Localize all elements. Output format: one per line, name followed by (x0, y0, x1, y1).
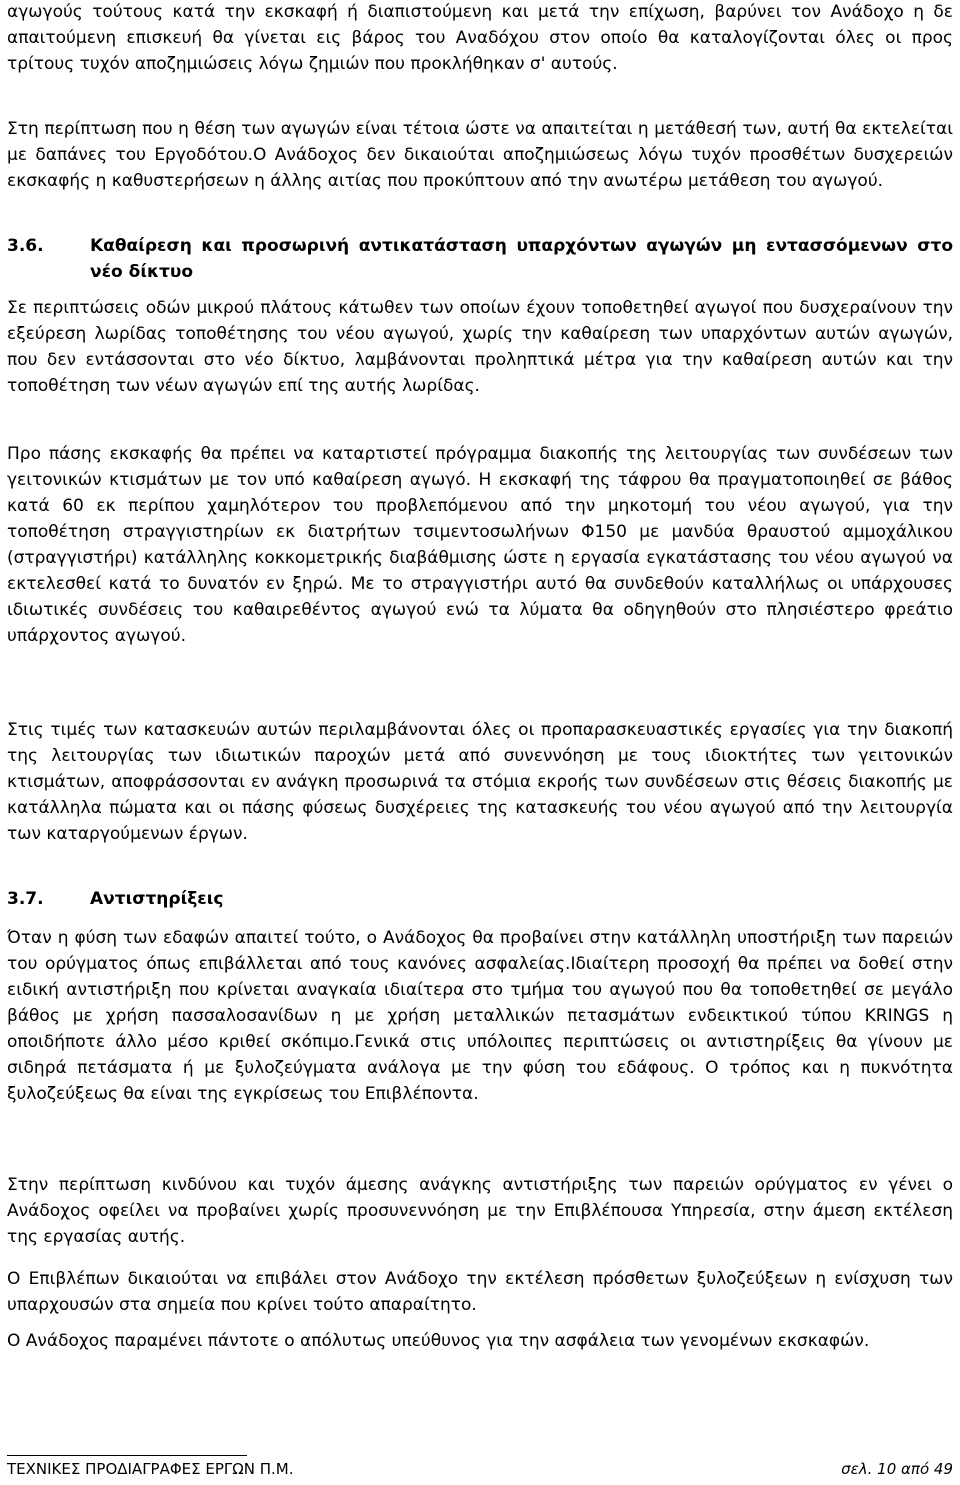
section-title: Καθαίρεση και προσωρινή αντικατάσταση υπαρχόντων αγωγών μη εντασσόμενων στο νέο δίκτυο (90, 236, 953, 282)
paragraph: Ο Επιβλέπων δικαιούται να επιβάλει στον Ανάδοχο την εκτέλεση πρόσθετων ξυλοζεύξεων η ενίσχυση των υπαρχουσών στα σημεία που κρίνει τούτο απαραίτητο. (7, 1269, 953, 1315)
paragraph: Σε περιπτώσεις οδών μικρού πλάτους κάτωθεν των οποίων έχουν τοποθετηθεί αγωγοί που δυσχεραίνουν την εξεύρεση λωρίδας τοποθέτησης του νέου αγωγού, χωρίς την καθαίρεση των υπαρχόντων αυτών αγωγών, που δεν εντάσσονται στο νέο δίκτυο, λαμβάνονται προληπτικά μέτρα για την καθαίρεση αυτών και την τοποθέτηση των νέων αγωγών επί της αυτής λωρίδας. (7, 298, 953, 396)
section-title: Αντιστηρίξεις (90, 889, 224, 909)
footer-document-title: ΤΕΧΝΙΚΕΣ ΠΡΟΔΙΑΓΡΑΦΕΣ ΕΡΓΩΝ Π.Μ. (7, 1460, 294, 1478)
page-footer (7, 1458, 953, 1480)
document-page (7, 0, 953, 1485)
paragraph: Στην περίπτωση κινδύνου και τυχόν άμεσης ανάγκης αντιστήριξης των παρειών ορύγματος εν γένει ο Ανάδοχος οφείλει να προβαίνει χωρίς προσυνεννόηση με την Επιβλέπουσα Υπηρεσία, στην άμεση εκτέλεση της εργασίας αυτής. (7, 1175, 953, 1247)
paragraph: Ο Ανάδοχος παραμένει πάντοτε ο απόλυτως υπεύθυνος για την ασφάλεια των γενομένων εκσκαφών. (7, 1331, 870, 1351)
section-number: 3.6. (7, 236, 44, 256)
paragraph: Στη περίπτωση που η θέση των αγωγών είναι τέτοια ώστε να απαιτείται η μετάθεσή των, αυτή θα εκτελείται με δαπάνες του Εργοδότου.Ο Ανάδοχος δεν δικαιούται αποζημιώσεως λόγω τυχόν προσθέτων δυσχερειών εκσκαφής η καθυστερήσεων η άλλης αιτίας που προκύπτουν από την ανωτέρω μετάθεση του αγωγού. (7, 119, 953, 191)
paragraph: αγωγούς τούτους κατά την εκσκαφή ή διαπιστούμενη και μετά την επίχωση, βαρύνει τον Ανάδοχο η δε απαιτούμενη επισκευή θα γίνεται εις βάρος του Αναδόχου στον οποίο θα καταλογίζονται όλες οι προς τρίτους τυχόν αποζημιώσεις λόγω ζημιών που προκλήθηκαν σ' αυτούς. (7, 2, 953, 74)
paragraph: Προ πάσης εκσκαφής θα πρέπει να καταρτιστεί πρόγραμμα διακοπής της λειτουργίας των συνδέσεων των γειτονικών κτισμάτων με τον υπό καθαίρεση αγωγό. Η εκσκαφή της τάφρου θα πραγματοποιηθεί σε βάθος κατά 60 εκ περίπου χαμηλότερον του προβλεπόμενου από την μηκοτομή του νέου αγωγού, για την τοποθέτηση στραγγιστηρίων εκ διατρήτων τσιμεντοσωλήνων Φ150 με μανδύα θραυστού αμμοχάλικου (στραγγιστήρι) κατάλληλης κοκκομετρικής διαβάθμισης ώστε η εργασία εγκατάστασης του νέου αγωγού να εκτελεσθεί κατά το δυνατόν εν ξηρώ. Με το στραγγιστήρι αυτό θα συνδεθούν καταλλήλως οι υπάρχουσες ιδιωτικές συνδέσεις του καθαιρεθέντος αγωγού ενώ τα λύματα θα οδηγηθούν στο πλησιέστερο φρεάτιο υπάρχοντος αγωγού. (7, 444, 953, 646)
footer-page-number: σελ. 10 από 49 (841, 1460, 953, 1478)
section-heading-3-6 (7, 233, 953, 285)
footer-divider (7, 1455, 247, 1456)
paragraph: Όταν η φύση των εδαφών απαιτεί τούτο, ο Ανάδοχος θα προβαίνει στην κατάλληλη υποστήριξη των παρειών του ορύγματος όπως επιβάλλεται από τους κανόνες ασφαλείας.Ιδιαίτερη προσοχή θα πρέπει να δοθεί στην ειδική αντιστήριξη που κρίνεται αναγκαία ιδιαίτερα στο τμήμα του αγωγού που θα τοποθετηθεί σε μεγάλο βάθος με χρήση πασσαλοσανίδων η με χρήση μεταλλικών πετασμάτων ενδεικτικού τύπου KRINGS η οποιδήποτε άλλο μέσο κριθεί σκόπιμο.Γενικά στις υπόλοιπες περιπτώσεις οι αντιστηρίξεις θα γίνουν με σιδηρά πετάσματα ή με ξυλοζεύγματα ανάλογα με την φύση του εδάφους. Ο τρόπος και η πυκνότητα ξυλοζεύξεως θα είναι της εγκρίσεως του Επιβλέποντα. (7, 928, 953, 1104)
paragraph: Στις τιμές των κατασκευών αυτών περιλαμβάνονται όλες οι προπαρασκευαστικές εργασίες για την διακοπή της λειτουργίας των ιδιωτικών παροχών μετά από συνεννόηση με τους ιδιοκτήτες των γειτονικών κτισμάτων, αποφράσσονται εν ανάγκη προσωρινά τα στόμια εκροής των συνδέσεων στις θέσεις διακοπής με κατάλληλα πώματα και οι πάσης φύσεως δυσχέρειες της κατασκευής του νέου αγωγού από την λειτουργία των καταργούμενων έργων. (7, 720, 953, 844)
section-number: 3.7. (7, 889, 44, 909)
section-heading-3-7 (7, 886, 953, 912)
